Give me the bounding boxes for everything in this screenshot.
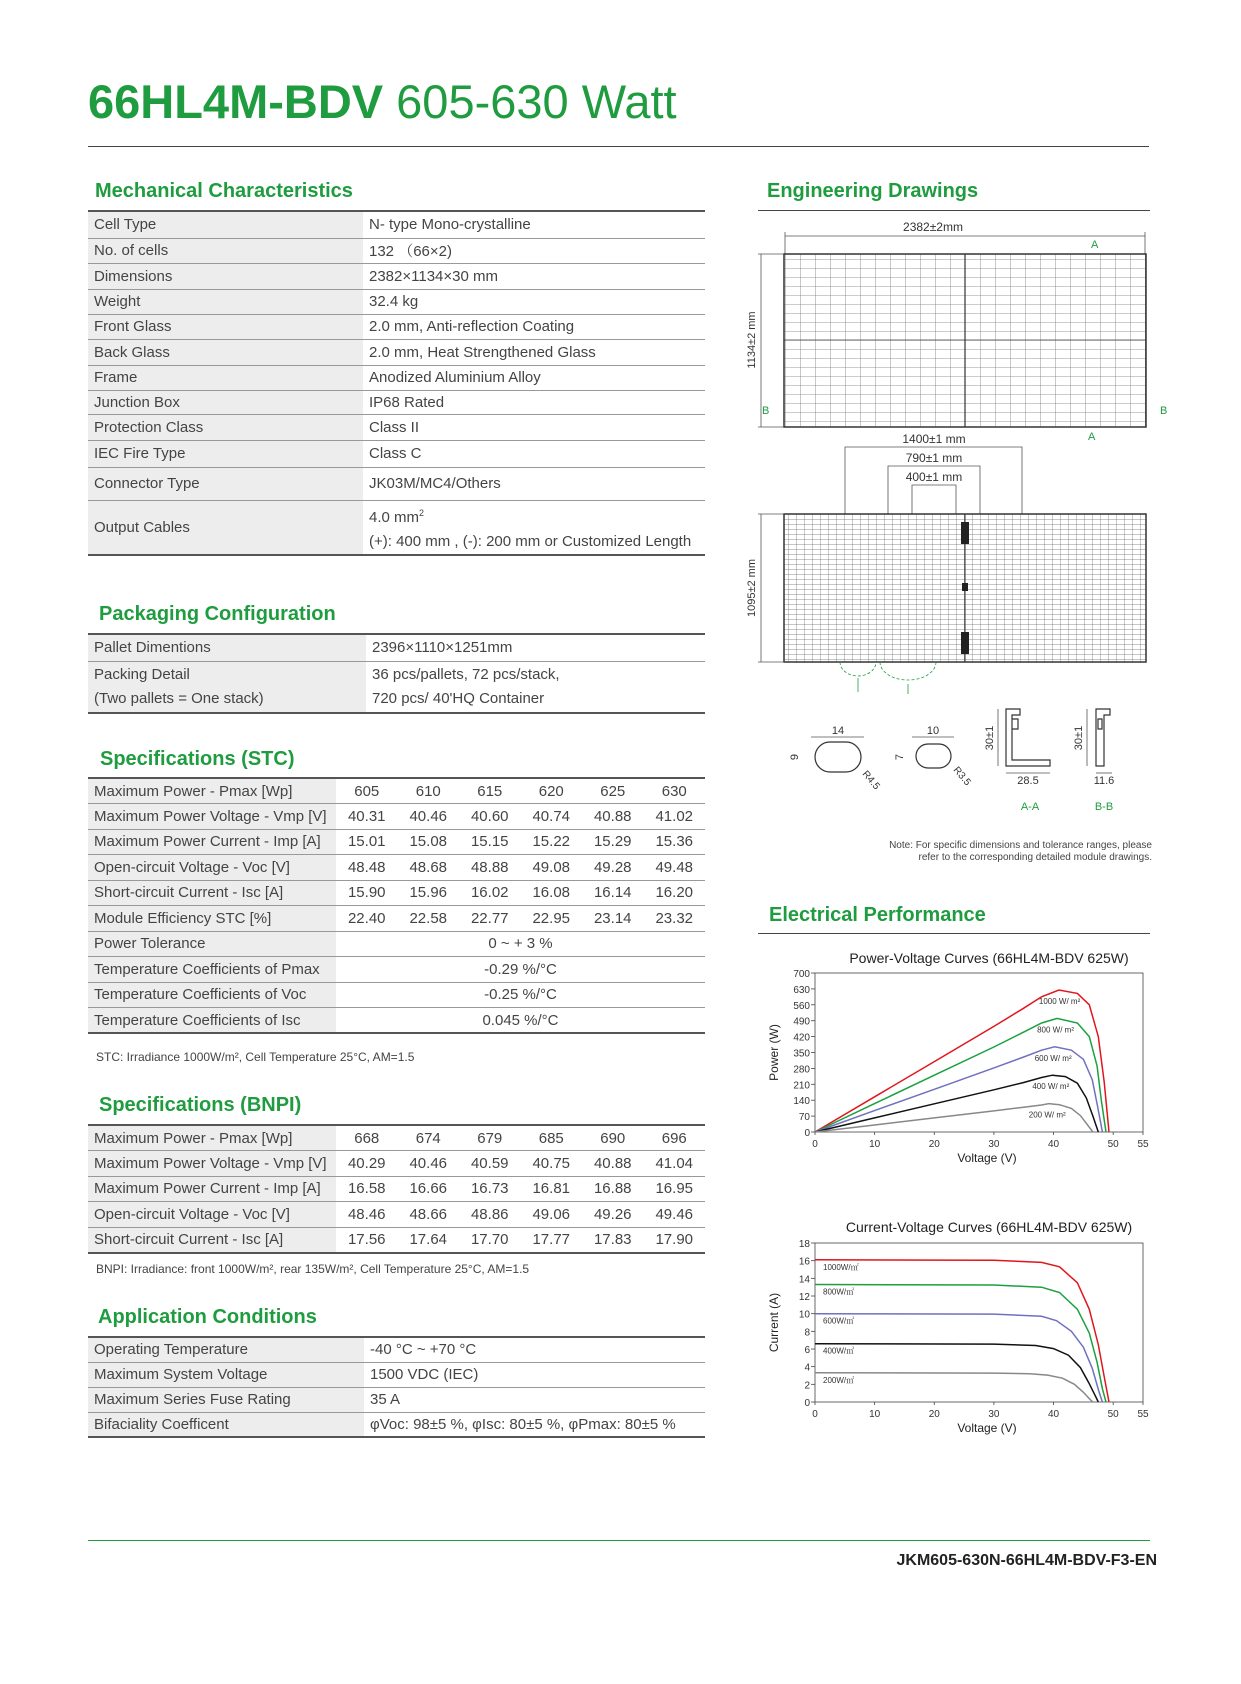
spec-value: 17.83 (582, 1227, 644, 1253)
y-tick-label: 18 (798, 1239, 810, 1250)
y-tick-label: 210 (793, 1080, 810, 1092)
spec-value: 605 (336, 778, 398, 804)
spec-value: 17.77 (521, 1227, 583, 1253)
page-title (88, 72, 677, 132)
cables-label: Output Cables (88, 500, 363, 555)
mounting-hole-1 (815, 742, 861, 772)
cables-section-sup: 2 (419, 507, 425, 518)
y-tick-label: 0 (804, 1398, 810, 1409)
mech-row-cables (88, 500, 705, 555)
mech-label: Weight (88, 289, 363, 314)
rear-height-dimension: 1095±2 mm (746, 558, 758, 618)
spec-label: Temperature Coefficients of Pmax (88, 957, 336, 983)
spec-row (88, 1176, 705, 1202)
spec-value: 17.64 (398, 1227, 460, 1253)
spec-value: 690 (582, 1125, 644, 1151)
y-tick-label: 70 (798, 1112, 810, 1124)
mech-label: Connector Type (88, 467, 363, 500)
mech-row (88, 390, 705, 414)
spec-row (88, 855, 705, 881)
spec-row (88, 880, 705, 906)
spec-row (88, 1125, 705, 1151)
spec-row (88, 829, 705, 855)
spec-value: 16.20 (644, 880, 706, 906)
mech-label: No. of cells (88, 238, 363, 263)
mech-value: Class II (363, 414, 705, 440)
model-name: 66HL4M-BDV (88, 75, 384, 128)
plot-area (815, 1243, 1143, 1402)
spec-value: 49.26 (582, 1202, 644, 1228)
y-tick-label: 16 (798, 1256, 810, 1268)
spec-value: 625 (582, 778, 644, 804)
drawings-heading: Engineering Drawings (767, 180, 979, 202)
pv-curve-chart (760, 940, 1180, 1180)
app-value: -40 °C ~ +70 °C (364, 1337, 705, 1362)
spec-value: 41.02 (644, 804, 706, 830)
drawing-note-line1: Note: For specific dimensions and tolerance ranges, please (889, 840, 1152, 851)
series-label: 800W/㎡ (823, 1287, 855, 1297)
spec-value: 16.58 (336, 1176, 398, 1202)
frame-section-aa (1006, 709, 1050, 766)
series-label: 400 W/ m² (1032, 1082, 1070, 1092)
spec-value: 40.46 (398, 804, 460, 830)
spec-value: 15.36 (644, 829, 706, 855)
spec-value: 16.66 (398, 1176, 460, 1202)
x-tick-label: 20 (928, 1409, 940, 1420)
hole1-width: 14 (831, 725, 845, 737)
mechanical-table (88, 212, 705, 556)
section-b-left: B (762, 405, 770, 417)
spec-row (88, 1227, 705, 1253)
spec-value: 674 (398, 1125, 460, 1151)
junction-box-1 (961, 522, 969, 544)
x-tick-label: 55 (1137, 1139, 1149, 1150)
spec-value: 48.66 (398, 1202, 460, 1228)
spec-label: Temperature Coefficients of Isc (88, 1008, 336, 1034)
y-tick-label: 700 (793, 969, 810, 980)
mech-row (88, 414, 705, 440)
spec-value: 16.95 (644, 1176, 706, 1202)
spec-value: 668 (336, 1125, 398, 1151)
spec-label: Maximum Power Current - Imp [A] (88, 829, 336, 855)
spec-value: 40.75 (521, 1151, 583, 1177)
spec-value: 22.40 (336, 906, 398, 932)
spec-row (88, 1008, 705, 1034)
hole1-radius: R4.5 (859, 768, 882, 793)
section-aa-label: A-A (1020, 801, 1040, 813)
app-row (88, 1412, 705, 1437)
spec-value: 16.81 (521, 1176, 583, 1202)
packing-value-1: 36 pcs/pallets, 72 pcs/stack, (372, 665, 560, 683)
spec-value: 49.28 (582, 855, 644, 881)
series-label: 200W/㎡ (823, 1375, 855, 1385)
y-tick-label: 8 (804, 1327, 810, 1339)
x-tick-label: 0 (812, 1139, 818, 1150)
section-a-top: A (1091, 239, 1099, 251)
series-line (815, 1314, 1102, 1402)
spec-value: 15.90 (336, 880, 398, 906)
mech-row (88, 365, 705, 390)
y-tick-label: 630 (793, 984, 810, 996)
app-label: Bifaciality Coefficent (88, 1412, 364, 1437)
rear-790-dimension: 790±1 mm (905, 451, 963, 465)
spec-value: 17.90 (644, 1227, 706, 1253)
hole1-height: 9 (789, 753, 801, 761)
packing-label: Packing Detail (94, 665, 190, 683)
spec-value: 0 ~ + 3 % (336, 931, 705, 957)
spec-row (88, 957, 705, 983)
frame-aa-height: 30±1 (984, 725, 996, 751)
spec-value: 48.48 (336, 855, 398, 881)
app-value: 35 A (364, 1387, 705, 1412)
spec-value: 49.46 (644, 1202, 706, 1228)
y-tick-label: 6 (804, 1345, 810, 1356)
spec-value: 40.60 (459, 804, 521, 830)
mech-label: Back Glass (88, 339, 363, 365)
mech-row (88, 289, 705, 314)
spec-value: 615 (459, 778, 521, 804)
y-tick-label: 4 (804, 1362, 810, 1374)
x-tick-label: 0 (812, 1409, 818, 1420)
app-label: Maximum System Voltage (88, 1362, 364, 1387)
packaging-heading: Packaging Configuration (99, 603, 336, 625)
iv-curve-chart (760, 1208, 1180, 1458)
length-dimension: 2382±2mm (903, 220, 963, 234)
x-axis-label: Voltage (V) (957, 1421, 1017, 1435)
y-tick-label: 12 (798, 1292, 810, 1303)
spec-value: 0.045 %/°C (336, 1008, 705, 1034)
spec-value: 15.15 (459, 829, 521, 855)
spec-label: Open-circuit Voltage - Voc [V] (88, 855, 336, 881)
y-tick-label: 490 (793, 1016, 810, 1028)
x-axis-label: Voltage (V) (957, 1151, 1017, 1165)
x-tick-label: 40 (1047, 1409, 1060, 1420)
section-b-right: B (1160, 405, 1168, 417)
spec-value: 49.48 (644, 855, 706, 881)
x-tick-label: 50 (1107, 1139, 1119, 1150)
spec-row (88, 804, 705, 830)
frame-bb-width: 11.6 (1093, 775, 1115, 787)
stc-heading: Specifications (STC) (100, 748, 295, 770)
cables-section-line (369, 501, 705, 530)
spec-label: Maximum Power Current - Imp [A] (88, 1176, 336, 1202)
spec-value: 696 (644, 1125, 706, 1151)
cables-length: (+): 400 mm , (-): 200 mm or Customized Length (369, 532, 692, 550)
spec-row (88, 778, 705, 804)
spec-value: 40.31 (336, 804, 398, 830)
mech-label: IEC Fire Type (88, 440, 363, 467)
spec-value: 48.68 (398, 855, 460, 881)
spec-value: 630 (644, 778, 706, 804)
spec-value: 40.88 (582, 1151, 644, 1177)
app-value: φVoc: 98±5 %, φIsc: 80±5 %, φPmax: 80±5 % (364, 1412, 705, 1437)
mech-row (88, 314, 705, 339)
packing-value-2: 720 pcs/ 40'HQ Container (372, 689, 545, 707)
app-label: Operating Temperature (88, 1337, 364, 1362)
mech-label: Protection Class (88, 414, 363, 440)
drawing-note-line2: refer to the corresponding detailed module drawings. (918, 852, 1152, 863)
mech-row (88, 238, 705, 263)
y-tick-label: 10 (798, 1309, 810, 1321)
spec-value: 22.58 (398, 906, 460, 932)
cables-section: 4.0 mm (369, 508, 420, 526)
spec-value: 685 (521, 1125, 583, 1151)
document-id: JKM605-630N-66HL4M-BDV-F3-EN (896, 1552, 1157, 1569)
mech-value: IP68 Rated (363, 390, 705, 414)
pallet-value: 2396×1110×1251mm (366, 634, 705, 661)
x-tick-label: 50 (1107, 1409, 1119, 1420)
stc-note: STC: Irradiance 1000W/m², Cell Temperature 25°C, AM=1.5 (96, 1050, 415, 1064)
spec-value: 48.86 (459, 1202, 521, 1228)
hole2-radius: R3.5 (950, 764, 973, 789)
mech-label: Junction Box (88, 390, 363, 414)
series-label: 1000W/㎡ (823, 1262, 859, 1272)
mech-row (88, 440, 705, 467)
spec-value: 16.88 (582, 1176, 644, 1202)
spec-label: Power Tolerance (88, 931, 336, 957)
spec-value: 15.96 (398, 880, 460, 906)
pallet-label: Pallet Dimentions (88, 634, 366, 661)
mech-row (88, 263, 705, 289)
bnpi-table (88, 1124, 705, 1254)
y-tick-label: 2 (804, 1380, 810, 1392)
section-bb-label: B-B (1094, 801, 1114, 813)
spec-value: 17.70 (459, 1227, 521, 1253)
app-row (88, 1362, 705, 1387)
mech-value: 132 （66×2) (363, 238, 705, 263)
width-dimension: 1134±2 mm (746, 311, 758, 369)
spec-value: -0.25 %/°C (336, 982, 705, 1008)
junction-box-2 (962, 583, 968, 591)
spec-label: Maximum Power Voltage - Vmp [V] (88, 804, 336, 830)
series-line (815, 1373, 1093, 1402)
series-label: 1000 W/ m² (1038, 997, 1081, 1007)
spec-value: 16.73 (459, 1176, 521, 1202)
spec-value: 40.46 (398, 1151, 460, 1177)
spec-value: 16.14 (582, 880, 644, 906)
y-axis-label: Power (W) (767, 1024, 781, 1081)
spec-label: Open-circuit Voltage - Voc [V] (88, 1202, 336, 1228)
spec-value: 49.06 (521, 1202, 583, 1228)
hole2-width: 10 (926, 725, 940, 737)
rear-400-dimension: 400±1 mm (905, 470, 963, 484)
application-heading: Application Conditions (98, 1306, 317, 1328)
y-tick-label: 420 (793, 1032, 810, 1044)
spec-value: 40.74 (521, 804, 583, 830)
app-row (88, 1337, 705, 1362)
mech-row (88, 467, 705, 500)
spec-value: 620 (521, 778, 583, 804)
spec-label: Module Efficiency STC [%] (88, 906, 336, 932)
mech-value: Anodized Aluminium Alloy (363, 365, 705, 390)
spec-value: 17.56 (336, 1227, 398, 1253)
section-a-bottom: A (1088, 431, 1096, 443)
spec-row (88, 931, 705, 957)
frame-bb-height: 30±1 (1073, 725, 1085, 751)
app-row (88, 1387, 705, 1412)
mech-value: 2382×1134×30 mm (363, 263, 705, 289)
spec-value: 48.46 (336, 1202, 398, 1228)
x-tick-label: 40 (1047, 1139, 1060, 1150)
spec-value: 40.88 (582, 804, 644, 830)
mounting-hole-2 (916, 744, 951, 768)
spec-value: 41.04 (644, 1151, 706, 1177)
spec-row (88, 1151, 705, 1177)
x-tick-label: 10 (869, 1409, 881, 1420)
spec-value: 49.08 (521, 855, 583, 881)
spec-value: 40.59 (459, 1151, 521, 1177)
spec-value: 23.14 (582, 906, 644, 932)
packing-sublabel: (Two pallets = One stack) (94, 689, 264, 707)
spec-value: 679 (459, 1125, 521, 1151)
engineering-drawing (740, 214, 1180, 874)
spec-row (88, 1202, 705, 1228)
spec-value: 15.01 (336, 829, 398, 855)
frame-aa-width: 28.5 (1017, 775, 1039, 787)
chart-title: Power-Voltage Curves (66HL4M-BDV 625W) (849, 950, 1129, 966)
series-line (815, 1260, 1109, 1402)
electrical-heading: Electrical Performance (769, 904, 986, 926)
bnpi-heading: Specifications (BNPI) (99, 1094, 302, 1116)
spec-value: -0.29 %/°C (336, 957, 705, 983)
spec-label: Short-circuit Current - Isc [A] (88, 880, 336, 906)
spec-value: 22.95 (521, 906, 583, 932)
series-label: 400W/㎡ (823, 1346, 855, 1356)
mech-value: 32.4 kg (363, 289, 705, 314)
mech-label: Front Glass (88, 314, 363, 339)
y-tick-label: 14 (798, 1274, 810, 1286)
spec-label: Maximum Power Voltage - Vmp [V] (88, 1151, 336, 1177)
header-divider (88, 146, 1149, 147)
mech-label: Cell Type (88, 212, 363, 238)
hole2-height: 7 (894, 753, 906, 761)
spec-value: 16.02 (459, 880, 521, 906)
spec-value: 16.08 (521, 880, 583, 906)
x-tick-label: 55 (1137, 1409, 1149, 1420)
rear-1400-dimension: 1400±1 mm (902, 432, 966, 446)
mech-label: Dimensions (88, 263, 363, 289)
x-tick-label: 30 (988, 1409, 1000, 1420)
mech-value: 2.0 mm, Anti-reflection Coating (363, 314, 705, 339)
mech-row (88, 339, 705, 365)
spec-value: 23.32 (644, 906, 706, 932)
y-tick-label: 140 (793, 1096, 810, 1108)
y-tick-label: 560 (793, 1000, 810, 1012)
chart-title: Current-Voltage Curves (66HL4M-BDV 625W) (845, 1219, 1133, 1235)
y-tick-label: 350 (793, 1048, 810, 1060)
mech-value: N- type Mono-crystalline (363, 212, 705, 238)
footer-rule (88, 1540, 1150, 1541)
mechanical-heading: Mechanical Characteristics (95, 180, 353, 202)
spec-row (88, 982, 705, 1008)
y-axis-label: Current (A) (767, 1292, 781, 1353)
packaging-table (88, 633, 705, 714)
series-label: 800 W/ m² (1037, 1025, 1075, 1035)
x-tick-label: 10 (869, 1139, 881, 1150)
spec-value: 15.29 (582, 829, 644, 855)
cables-value (363, 500, 705, 555)
y-tick-label: 0 (804, 1128, 810, 1139)
application-table (88, 1336, 705, 1438)
electrical-heading-rule (758, 933, 1150, 934)
y-tick-label: 280 (793, 1064, 810, 1076)
spec-value: 40.29 (336, 1151, 398, 1177)
spec-label: Short-circuit Current - Isc [A] (88, 1227, 336, 1253)
x-tick-label: 30 (988, 1139, 1000, 1150)
mech-row (88, 212, 705, 238)
power-range: 605-630 Watt (396, 75, 677, 128)
spec-value: 610 (398, 778, 460, 804)
spec-value: 15.22 (521, 829, 583, 855)
mech-value: 2.0 mm, Heat Strengthened Glass (363, 339, 705, 365)
spec-value: 15.08 (398, 829, 460, 855)
mech-label: Frame (88, 365, 363, 390)
stc-table (88, 777, 705, 1034)
drawings-heading-rule (758, 210, 1150, 211)
spec-row (88, 906, 705, 932)
spec-label: Maximum Power - Pmax [Wp] (88, 1125, 336, 1151)
app-value: 1500 VDC (IEC) (364, 1362, 705, 1387)
app-label: Maximum Series Fuse Rating (88, 1387, 364, 1412)
spec-label: Maximum Power - Pmax [Wp] (88, 778, 336, 804)
series-label: 600W/㎡ (823, 1316, 855, 1326)
bnpi-note: BNPI: Irradiance: front 1000W/m², rear 135W/m², Cell Temperature 25°C, AM=1.5 (96, 1262, 530, 1276)
mech-value: JK03M/MC4/Others (363, 467, 705, 500)
x-tick-label: 20 (928, 1139, 940, 1150)
mech-value: Class C (363, 440, 705, 467)
frame-section-bb (1096, 709, 1110, 766)
series-label: 200 W/ m² (1028, 1110, 1066, 1120)
spec-value: 48.88 (459, 855, 521, 881)
junction-box-3 (961, 632, 969, 654)
spec-value: 22.77 (459, 906, 521, 932)
series-label: 600 W/ m² (1034, 1053, 1072, 1063)
spec-label: Temperature Coefficients of Voc (88, 982, 336, 1008)
